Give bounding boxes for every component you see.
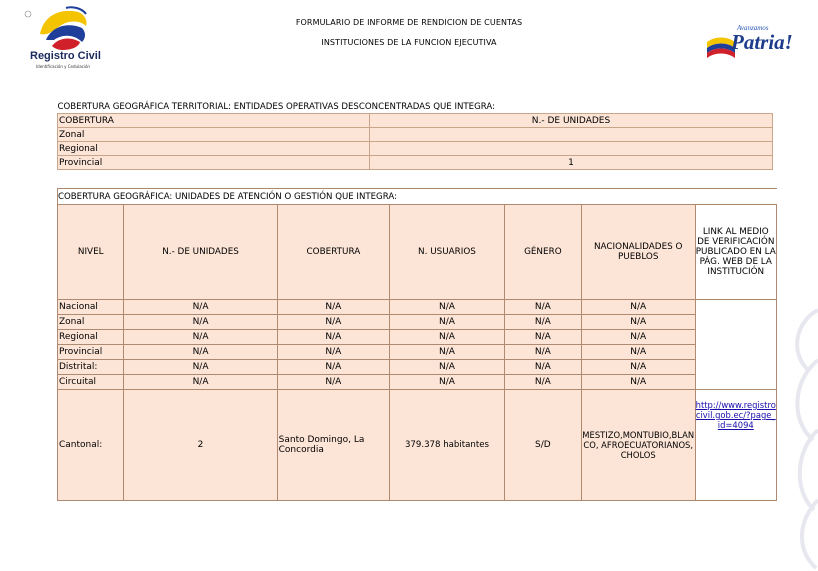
row-cobertura: N/A	[277, 345, 390, 360]
attention-units-table	[57, 188, 777, 501]
row-cobertura: N/A	[277, 330, 390, 345]
header-nacionalidades: NACIONALIDADES O PUEBLOS	[581, 205, 695, 300]
table-row	[58, 142, 773, 156]
form-title: FORMULARIO DE INFORME DE RENDICION DE CUENTAS	[295, 18, 523, 27]
row-unidades: N/A	[124, 375, 277, 390]
table-row	[58, 330, 777, 345]
row-unidades: N/A	[124, 315, 277, 330]
cantonal-genero: S/D	[504, 390, 581, 501]
row-nivel: Zonal	[58, 315, 124, 330]
row-usuarios: N/A	[390, 315, 505, 330]
row-nacionalidades: N/A	[581, 300, 695, 315]
table-row	[58, 345, 777, 360]
row-usuarios: N/A	[390, 375, 505, 390]
row-nacionalidades: N/A	[581, 360, 695, 375]
row-value: 1	[370, 156, 773, 170]
row-genero: N/A	[504, 345, 581, 360]
row-cobertura: N/A	[277, 375, 390, 390]
registro-civil-emblem-icon	[22, 4, 112, 52]
header-cobertura: COBERTURA	[277, 205, 390, 300]
row-nacionalidades: N/A	[581, 315, 695, 330]
row-value	[370, 142, 773, 156]
row-cobertura: N/A	[277, 300, 390, 315]
row-usuarios: N/A	[390, 360, 505, 375]
row-nacionalidades: N/A	[581, 375, 695, 390]
table-row	[58, 156, 773, 170]
row-nacionalidades: N/A	[581, 330, 695, 345]
row-genero: N/A	[504, 360, 581, 375]
header-link: LINK AL MEDIO DE VERIFICACIÓN PUBLICADO EN LA PÁG. WEB DE LA INSTITUCIÓN	[695, 205, 777, 300]
row-unidades: N/A	[124, 360, 277, 375]
row-genero: N/A	[504, 300, 581, 315]
territorial-coverage-table	[57, 101, 773, 170]
row-cobertura: N/A	[277, 315, 390, 330]
row-unidades: N/A	[124, 300, 277, 315]
col-header-cobertura: COBERTURA	[58, 114, 370, 128]
verification-link[interactable]: http://www.registrocivil.gob.ec/?page_id=4094	[695, 400, 776, 430]
patria-logo	[705, 18, 793, 68]
table-row	[58, 360, 777, 375]
row-nacionalidades: N/A	[581, 345, 695, 360]
form-subtitle: INSTITUCIONES DE LA FUNCION EJECUTIVA	[321, 38, 497, 47]
header-unidades: N.- DE UNIDADES	[124, 205, 277, 300]
cantonal-unidades: 2	[124, 390, 277, 501]
cantonal-usuarios: 379.378 habitantes	[390, 390, 505, 501]
row-usuarios: N/A	[390, 330, 505, 345]
table-row	[58, 128, 773, 142]
decorative-watermark-icon	[778, 300, 818, 570]
row-unidades: N/A	[124, 330, 277, 345]
registro-civil-logo	[22, 4, 112, 74]
header-usuarios: N. USUARIOS	[390, 205, 505, 300]
table-row	[58, 300, 777, 315]
col-header-unidades: N.- DE UNIDADES	[370, 114, 773, 128]
row-genero: N/A	[504, 315, 581, 330]
cantonal-nivel: Cantonal:	[58, 390, 124, 501]
row-nivel: Circuital	[58, 375, 124, 390]
header-nivel: NIVEL	[58, 205, 124, 300]
cantonal-link-cell	[695, 390, 777, 501]
row-genero: N/A	[504, 330, 581, 345]
row-usuarios: N/A	[390, 345, 505, 360]
row-nivel: Distrital:	[58, 360, 124, 375]
row-unidades: N/A	[124, 345, 277, 360]
attention-section-title: COBERTURA GEOGRÁFICA: UNIDADES DE ATENCIÓN O GESTIÓN QUE INTEGRA:	[58, 189, 777, 205]
table-row-cantonal	[58, 390, 777, 501]
table-row	[58, 315, 777, 330]
row-label: Regional	[58, 142, 370, 156]
row-nivel: Regional	[58, 330, 124, 345]
row-label: Zonal	[58, 128, 370, 142]
cantonal-cobertura: Santo Domingo, La Concordia	[277, 390, 390, 501]
row-genero: N/A	[504, 375, 581, 390]
link-blank-cell	[695, 300, 777, 390]
row-label: Provincial	[58, 156, 370, 170]
logo-right-text: Patria!	[731, 30, 793, 54]
logo-left-name: Registro Civil	[30, 50, 101, 62]
cantonal-nacionalidades: MESTIZO,MONTUBIO,BLANCO, AFROECUATORIANOS, CHOLOS	[581, 390, 695, 501]
row-cobertura: N/A	[277, 360, 390, 375]
territorial-section-title: COBERTURA GEOGRÁFICA TERRITORIAL: ENTIDADES OPERATIVAS DESCONCENTRADAS QUE INTEGRA:	[57, 102, 495, 112]
logo-left-subtitle: Identificación y Cedulación	[36, 64, 90, 69]
row-value	[370, 128, 773, 142]
row-nivel: Provincial	[58, 345, 124, 360]
row-usuarios: N/A	[390, 300, 505, 315]
table-row	[58, 375, 777, 390]
header-genero: GÉNERO	[504, 205, 581, 300]
logo-right-top-text: Avanzamos	[737, 24, 769, 32]
row-nivel: Nacional	[58, 300, 124, 315]
